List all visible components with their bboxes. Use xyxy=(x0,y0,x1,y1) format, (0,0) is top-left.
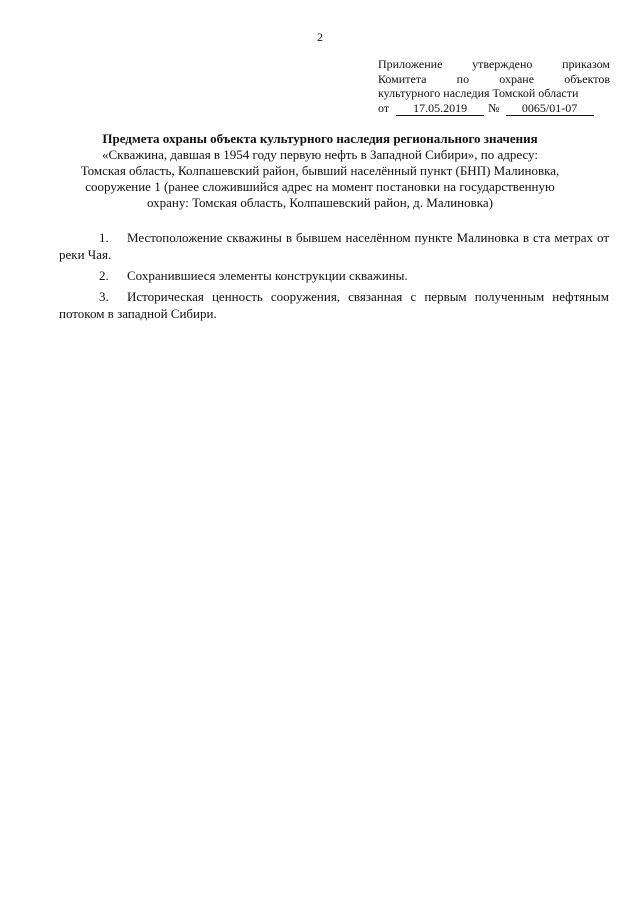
list-item xyxy=(59,267,609,284)
approval-line-3: культурного наследия Томской области xyxy=(378,86,579,100)
item-number: 1. xyxy=(99,230,109,245)
title-heading: Предмета охраны объекта культурного наследия регионального значения xyxy=(102,131,538,146)
approval-order-row xyxy=(378,101,610,116)
item-text: Историческая ценность сооружения, связанная с первым полученным нефтяным потоком в западной Сибири. xyxy=(59,289,609,321)
title-address-line-1: Томская область, Колпашевский район, бывший населённый пункт (БНП) Малиновка, xyxy=(80,163,560,178)
item-text: Сохранившиеся элементы конструкции скважины. xyxy=(127,268,408,283)
approval-stamp xyxy=(378,57,610,116)
item-text: Местоположение скважины в бывшем населённом пункте Малиновка в ста метрах от реки Чая. xyxy=(59,230,609,262)
list-item xyxy=(59,229,609,263)
from-label: от xyxy=(378,100,390,115)
approval-line-1: Приложение утверждено приказом xyxy=(378,57,610,71)
page-number: 2 xyxy=(317,30,323,44)
item-number: 2. xyxy=(99,268,109,283)
title-address-line-3: охрану: Томская область, Колпашевский район, д. Малиновка) xyxy=(146,195,493,210)
approval-line-2: Комитета по охране объектов xyxy=(378,71,610,86)
protection-items-list xyxy=(59,229,609,326)
document-title xyxy=(40,131,600,211)
order-date: 17.05.2019 xyxy=(396,102,484,116)
title-object-name: «Скважина, давшая в 1954 году первую нефть в Западной Сибири», по адресу: xyxy=(102,147,538,162)
item-number: 3. xyxy=(99,289,109,304)
list-item xyxy=(59,288,609,322)
number-label: № xyxy=(488,100,500,115)
order-number: 0065/01-07 xyxy=(506,102,594,116)
title-address-line-2: сооружение 1 (ранее сложившийся адрес на момент постановки на государственную xyxy=(85,179,555,194)
